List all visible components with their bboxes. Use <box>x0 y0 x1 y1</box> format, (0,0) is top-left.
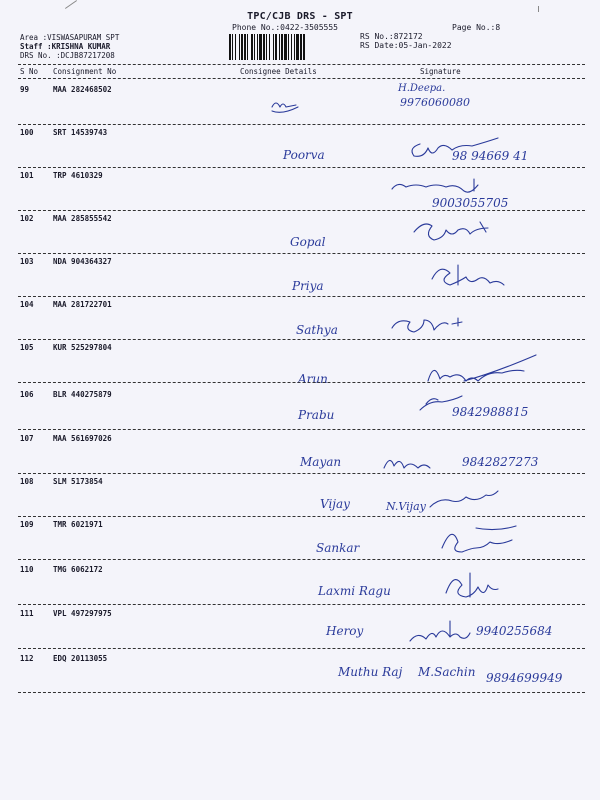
consignment-number: MAA 282468502 <box>53 85 112 94</box>
serial-number: 102 <box>20 214 34 223</box>
barcode-bar <box>229 34 231 60</box>
signature-scribble <box>446 573 498 597</box>
barcode-bar <box>275 34 277 60</box>
handwritten-text: N.Vijay <box>386 500 426 513</box>
row-divider <box>18 339 585 340</box>
table-row <box>0 475 600 517</box>
row-divider <box>18 604 585 605</box>
barcode-bar <box>266 34 267 60</box>
table-row <box>0 518 600 560</box>
handwritten-text: Mayan <box>300 455 342 469</box>
phone-number: Phone No.:0422-3505555 <box>232 23 338 32</box>
row-divider <box>18 382 585 383</box>
row-divider <box>18 253 585 254</box>
consignment-number: EDQ 20113055 <box>53 654 108 663</box>
consignment-number: TRP 4610329 <box>53 171 103 180</box>
header-rule-top <box>18 64 585 65</box>
scan-mark <box>538 6 539 12</box>
serial-number: 111 <box>20 609 34 618</box>
barcode-bar <box>296 34 299 60</box>
consignment-number: SLM 5173854 <box>53 477 103 486</box>
barcode-bar <box>284 34 287 60</box>
row-divider <box>18 124 585 125</box>
row-divider <box>18 516 585 517</box>
signature-scribble <box>432 265 504 285</box>
table-row <box>0 255 600 297</box>
barcode-bar <box>300 34 302 60</box>
serial-number: 112 <box>20 654 34 663</box>
serial-number: 101 <box>20 171 34 180</box>
signature-scribble <box>414 222 488 240</box>
barcode-bar <box>279 34 280 60</box>
row-divider <box>18 692 585 693</box>
table-row <box>0 652 600 694</box>
barcode-bar <box>263 34 265 60</box>
barcode-bar <box>259 34 262 60</box>
serial-number: 103 <box>20 257 34 266</box>
row-divider <box>18 167 585 168</box>
column-header-sno: S No <box>20 67 39 76</box>
signature-scribble <box>412 138 498 156</box>
serial-number: 104 <box>20 300 34 309</box>
consignment-number: SRT 14539743 <box>53 128 108 137</box>
handwritten-text: 9976060080 <box>400 96 470 109</box>
consignment-number: NDA 904364327 <box>53 257 112 266</box>
barcode-bar <box>273 34 274 60</box>
area-label: Area :VISWASAPURAM SPT <box>20 33 120 42</box>
row-divider <box>18 429 585 430</box>
column-header-signature: Signature <box>420 67 461 76</box>
consignment-number: MAA 281722701 <box>53 300 112 309</box>
barcode <box>229 34 351 60</box>
table-row <box>0 169 600 211</box>
rs-number: RS No.:872172 <box>360 32 423 41</box>
barcode-bar <box>254 34 255 60</box>
signature-scribble <box>442 526 516 552</box>
barcode-bar <box>288 34 289 60</box>
document-title: TPC/CJB DRS - SPT <box>247 11 353 22</box>
drs-number: DRS No. :DCJB87217208 <box>20 51 115 60</box>
column-header-consignee: Consignee Details <box>240 67 317 76</box>
table-row <box>0 341 600 386</box>
signature-scribble <box>420 396 462 410</box>
handwritten-text: Muthu Raj <box>338 665 403 679</box>
consignment-number: VPL 497297975 <box>53 609 112 618</box>
barcode-bar <box>291 34 292 60</box>
handwritten-text: 9894699949 <box>486 671 563 685</box>
table-row <box>0 126 600 168</box>
barcode-bar <box>294 34 295 60</box>
handwritten-text: Sathya <box>296 323 338 337</box>
table-row <box>0 83 600 125</box>
row-divider <box>18 210 585 211</box>
barcode-bar <box>244 34 246 60</box>
barcode-bar <box>257 34 258 60</box>
serial-number: 109 <box>20 520 34 529</box>
handwritten-text: Prabu <box>298 408 335 422</box>
serial-number: 99 <box>20 85 30 94</box>
handwritten-text: Arun <box>298 372 328 386</box>
header-rule-bottom <box>18 78 585 79</box>
barcode-bar <box>235 34 236 60</box>
barcode-bar <box>241 34 243 60</box>
serial-number: 108 <box>20 477 34 486</box>
staff-label: Staff :KRISHNA KUMAR <box>20 42 111 51</box>
serial-number: 105 <box>20 343 34 352</box>
barcode-bar <box>232 34 233 60</box>
signature-scribble <box>428 355 536 381</box>
table-row <box>0 388 600 430</box>
signature-scribble <box>272 103 298 112</box>
serial-number: 107 <box>20 434 34 443</box>
signature-scribble <box>410 621 470 641</box>
serial-number: 100 <box>20 128 34 137</box>
handwritten-text: Vijay <box>320 497 350 511</box>
rs-date: RS Date:05-Jan-2022 <box>360 41 452 50</box>
handwritten-text: Laxmi Ragu <box>318 584 391 598</box>
consignment-number: MAA 285855542 <box>53 214 112 223</box>
handwritten-text: 9003055705 <box>432 196 509 210</box>
column-header-consignment: Consignment No <box>53 67 117 76</box>
handwritten-text: Sankar <box>316 541 360 555</box>
signature-scribble <box>430 491 498 507</box>
barcode-bar <box>281 34 283 60</box>
table-row <box>0 607 600 649</box>
barcode-bar <box>269 34 270 60</box>
row-divider <box>18 559 585 560</box>
row-divider <box>18 473 585 474</box>
handwritten-text: H.Deepa. <box>398 83 446 94</box>
handwritten-text: Heroy <box>326 624 364 638</box>
handwritten-text: Gopal <box>290 235 326 249</box>
consignment-number: MAA 561697026 <box>53 434 112 443</box>
barcode-bar <box>303 34 305 60</box>
page-number: Page No.:8 <box>452 23 501 32</box>
consignment-number: KUR 525297804 <box>53 343 112 352</box>
table-row <box>0 298 600 340</box>
handwritten-text: 9842827273 <box>462 455 539 469</box>
scan-mark <box>65 0 77 9</box>
handwritten-text: 98 94669 41 <box>452 149 529 163</box>
signature-scribble <box>392 318 462 332</box>
handwritten-text: 9940255684 <box>476 624 553 638</box>
handwritten-text: M.Sachin <box>418 665 476 679</box>
consignment-number: BLR 440275879 <box>53 390 112 399</box>
row-divider <box>18 648 585 649</box>
table-row <box>0 212 600 254</box>
consignment-number: TMR 6021971 <box>53 520 103 529</box>
barcode-bar <box>247 34 248 60</box>
table-row <box>0 563 600 605</box>
barcode-bar <box>239 34 240 60</box>
serial-number: 110 <box>20 565 34 574</box>
serial-number: 106 <box>20 390 34 399</box>
handwritten-text: Priya <box>292 279 324 293</box>
row-divider <box>18 296 585 297</box>
signature-scribble <box>384 460 430 468</box>
barcode-bar <box>251 34 253 60</box>
handwritten-text: Poorva <box>283 148 325 162</box>
table-row <box>0 432 600 474</box>
signature-scribble <box>392 179 478 192</box>
consignment-number: TMG 6062172 <box>53 565 103 574</box>
handwritten-text: 9842988815 <box>452 405 529 419</box>
